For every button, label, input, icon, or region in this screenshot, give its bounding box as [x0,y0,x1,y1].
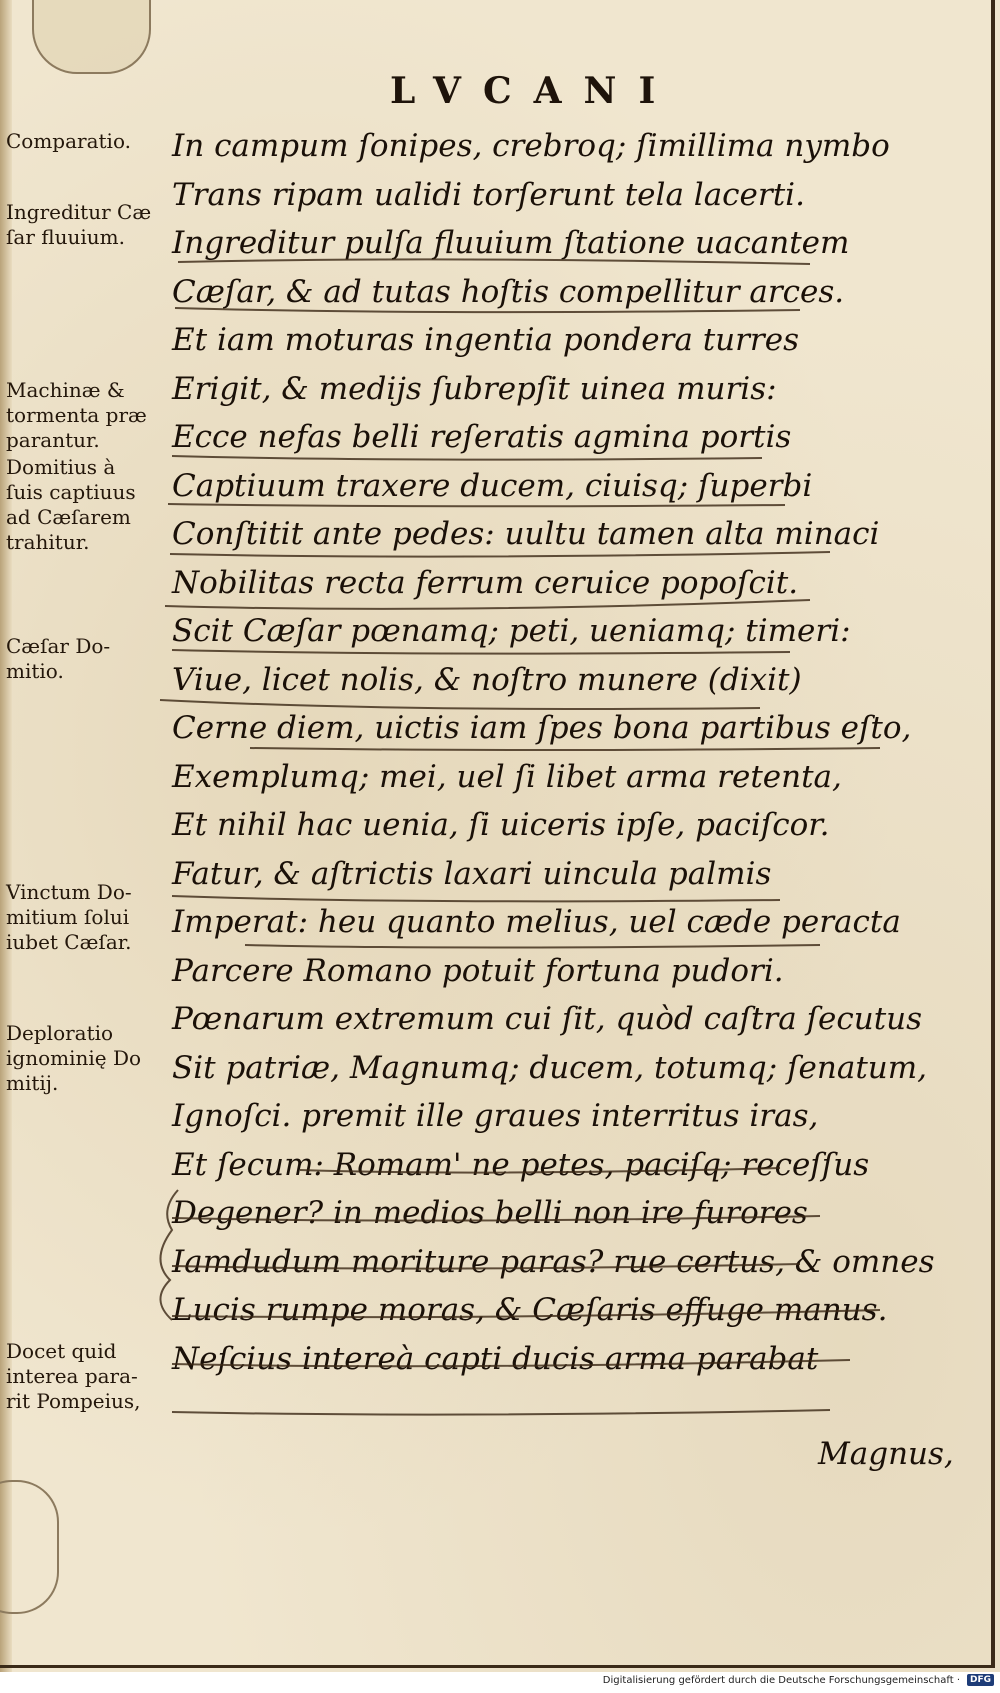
verse-line: Ignoſci. premit ille graues interritus iras, [172,1098,819,1134]
verse-line: In campum ſonipes, crebroq; ſimillima nymbo [172,128,890,164]
verse-line: Viue, licet nolis, & noſtro munere (dixit) [172,661,802,698]
digitization-credit: Digitalisierung gefördert durch die Deutsche Forschungsgemeinschaft · [602,1675,960,1686]
marginal-note: Comparatio. [6,129,131,153]
catchword: Magnus, [818,1436,954,1472]
verse-line: Sit patriæ, Magnumq; ducem, totumq; ſenatum, [172,1049,928,1086]
running-head: LVCANI [390,70,678,112]
verse-line: Erigit, & medijs ſubrepſit uinea muris: [172,370,777,407]
verse-line: Fatur, & aſtrictis laxari uincula palmis [172,855,772,892]
verse-line: Lucis rumpe moras, & Cæſaris effuge manus. [172,1292,888,1328]
verse-line: Et ſecum: Romam' ne petes, paciſq; receſſus [172,1146,870,1183]
marginal-note: Ingreditur Cæ ſar fluuium. [6,200,152,249]
verse-line: Imperat: heu quanto melius, uel cæde peracta [172,904,901,940]
verse-line: Ecce nefas belli reſeratis agmina portis [172,419,792,455]
verse-line: Cerne diem, uictis iam ſpes bona partibus eſto, [172,710,912,746]
marginal-note: Machinæ & tormenta præ parantur. [6,378,147,452]
marginal-note: Cæſar Do- mitio. [6,634,111,683]
verse-line: Pœnarum extremum cui ſit, quòd caſtra ſecutus [172,1001,923,1037]
verse-line: Scit Cæſar pœnamq; peti, ueniamq; timeri: [172,613,851,649]
marginal-note: Domitius à ſuis captiuus ad Cæſarem trahitur. [6,455,136,554]
marginal-note: Vinctum Do- mitium ſolui iubet Cæſar. [6,880,132,954]
verse-line: Iamdudum moriture paras? rue certus, & omnes [172,1243,935,1280]
verse-line: Captiuum traxere ducem, ciuisq; ſuperbi [172,467,813,504]
verse-line: Et iam moturas ingentia pondera turres [172,322,800,358]
verse-line: Conſtitit ante pedes: uultu tamen alta minaci [172,516,880,552]
verse-line: Parcere Romano potuit fortuna pudori. [172,952,784,989]
verse-line: Cæſar, & ad tutas hoſtis compellitur arces. [172,273,845,310]
verse-line: Nobilitas recta ferrum ceruice popoſcit. [172,564,799,601]
marginal-note: Deploratio ignominię Do mitij. [6,1021,142,1095]
dfg-logo: DFG [967,1674,994,1686]
verse-line: Degener? in medios belli non ire furores [172,1195,808,1231]
verse-line: Et nihil hac uenia, ſi uiceris ipſe, paciſcor. [172,807,830,843]
verse-line: Trans ripam ualidi torſerunt tela lacerti. [172,176,805,213]
marginal-note: Docet quid interea para- rit Pompeius, [6,1339,141,1413]
verse-line: Exemplumq; mei, uel ſi libet arma retenta, [172,758,842,795]
verse-line: Ingreditur pulſa fluuium ſtatione uacantem [172,225,850,261]
verse-line: Neſcius intereà capti ducis arma parabat [172,1340,819,1377]
